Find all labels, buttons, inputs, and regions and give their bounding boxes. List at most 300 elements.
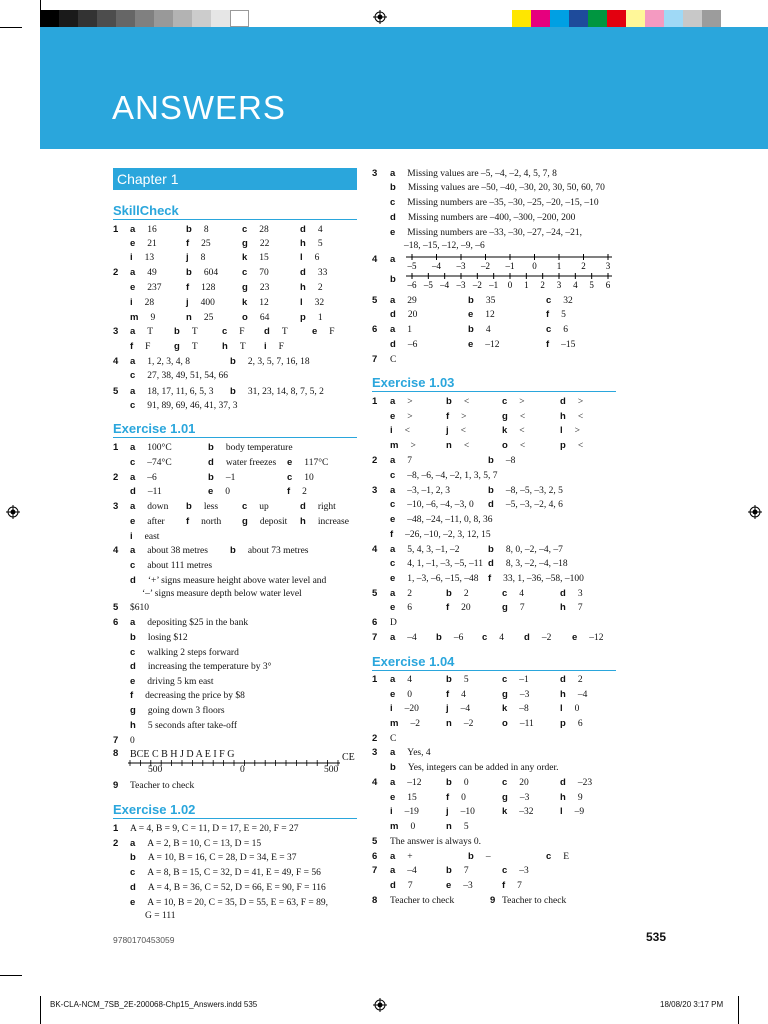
part-label: b — [488, 485, 494, 496]
part-label: e — [312, 326, 318, 337]
answer-item — [390, 674, 412, 686]
answer-value: 1 — [407, 325, 413, 335]
section-heading-exercise-1-01: Exercise 1.01 — [113, 421, 196, 436]
answer-value: 7 — [577, 603, 583, 613]
question-number: 5 — [113, 602, 119, 613]
answer-item — [300, 516, 349, 528]
part-label: a — [130, 617, 136, 628]
number-line-tick-label: –2 — [481, 261, 490, 271]
grey-color-bar — [40, 10, 249, 27]
number-line-tick-label: 5 — [589, 280, 594, 290]
answer-value: < — [463, 441, 470, 451]
part-label: g — [502, 602, 508, 613]
part-label: b — [488, 455, 494, 466]
answer-value: 29 — [407, 296, 417, 306]
answer-item — [186, 224, 209, 236]
answer-item — [208, 472, 235, 484]
answer-value: –3 — [463, 881, 473, 891]
part-label: a — [130, 356, 136, 367]
section-heading-skillcheck: SkillCheck — [113, 203, 179, 218]
part-label: a — [390, 632, 396, 643]
answer-value: 31, 23, 14, 8, 7, 5, 2 — [247, 387, 324, 397]
answer-value: 22 — [259, 239, 270, 249]
answer-value: –3 — [519, 866, 529, 876]
answer-value: Yes, 4 — [407, 748, 431, 758]
answer-item — [546, 324, 568, 336]
answer-value: 4, 1, –1, –3, –5, –11 — [407, 559, 483, 569]
part-label: a — [130, 326, 136, 337]
answer-value: T — [191, 342, 198, 352]
answer-value: 1, 2, 3, 4, 8 — [147, 357, 191, 367]
part-label: b — [436, 632, 442, 643]
answer-value: less — [203, 502, 219, 512]
answer-value: 8 — [200, 253, 206, 263]
answer-item — [502, 777, 529, 789]
part-label: h — [300, 516, 306, 527]
answer-item — [560, 440, 583, 452]
part-label: b — [230, 356, 236, 367]
page-number: 535 — [646, 930, 667, 944]
answer-item — [502, 806, 534, 818]
question-number: 4 — [113, 356, 119, 367]
part-label: g — [174, 341, 180, 352]
answer-value: F — [239, 327, 245, 337]
part-label: d — [130, 882, 136, 893]
answer-item — [446, 411, 467, 423]
answer-value: down — [147, 502, 169, 512]
part-label: e — [390, 689, 396, 700]
part-label: f — [186, 516, 190, 527]
answer-value: 0 — [410, 822, 416, 832]
answer-item — [130, 442, 172, 454]
part-label: f — [446, 792, 450, 803]
answer-value: –3 — [519, 690, 530, 700]
answer-item — [242, 312, 269, 324]
part-label: a — [390, 455, 396, 466]
answer-item — [186, 238, 211, 250]
answer-item — [130, 341, 150, 353]
part-label: j — [186, 297, 189, 308]
answer-value: 2 — [407, 589, 413, 599]
section-rule — [113, 219, 357, 220]
answer-value: + — [407, 852, 413, 862]
part-label: a — [390, 254, 396, 265]
part-label: j — [446, 425, 449, 436]
answer-value: 2 — [577, 675, 583, 685]
number-line-tick-label: –5 — [423, 280, 433, 290]
part-label: c — [130, 647, 136, 658]
part-label: i — [390, 703, 393, 714]
question-number: 2 — [113, 267, 119, 278]
part-label: d — [560, 588, 566, 599]
part-label: f — [390, 529, 394, 540]
part-label: e — [390, 411, 396, 422]
answer-value: 2 — [302, 487, 307, 497]
answer-item — [242, 297, 269, 309]
answer-value: –1 — [519, 675, 529, 685]
section-rule — [372, 670, 616, 671]
answer-item — [560, 425, 580, 437]
answer-item — [468, 309, 495, 321]
answer-item — [488, 573, 584, 585]
question-number: 7 — [113, 735, 119, 746]
section-heading-exercise-1-04: Exercise 1.04 — [372, 654, 455, 669]
part-label: h — [560, 792, 566, 803]
answer-value: 5 — [317, 239, 323, 249]
registration-mark-icon — [373, 10, 387, 24]
answer-value: C — [390, 734, 397, 744]
answer-value: 12 — [259, 298, 269, 308]
part-label: i — [130, 531, 133, 542]
part-label: e — [390, 602, 396, 613]
part-label: a — [130, 442, 136, 453]
answer-item — [390, 865, 417, 877]
answer-item — [390, 588, 412, 600]
part-label: c — [130, 370, 136, 381]
number-line-tick-label: –4 — [432, 261, 441, 271]
part-label: k — [502, 425, 508, 436]
part-label: a — [390, 865, 396, 876]
answer-item — [390, 440, 416, 452]
answer-item — [390, 544, 460, 556]
answer-value: depositing $25 in the bank — [147, 618, 249, 628]
answer-value: > — [519, 397, 525, 407]
answer-value: 23 — [259, 283, 270, 293]
part-label: f — [130, 341, 134, 352]
answer-value: Teacher to check — [390, 896, 455, 906]
answer-value: –8, –6, –4, –2, 1, 3, 5, 7 — [407, 471, 498, 481]
part-label: a — [390, 295, 396, 306]
answer-value: 4 — [519, 589, 525, 599]
answer-item — [502, 411, 525, 423]
answer-item — [145, 910, 176, 922]
part-label: d — [130, 486, 136, 497]
question-number: 6 — [372, 851, 378, 862]
answer-value: –8 — [505, 456, 516, 466]
answer-item — [130, 867, 321, 879]
answer-value: The answer is always 0. — [390, 837, 482, 847]
part-label: l — [300, 297, 303, 308]
part-label: c — [242, 224, 248, 235]
number-line-tick-label: 0 — [507, 280, 513, 290]
part-label: i — [130, 297, 133, 308]
answer-value: 7 — [463, 866, 469, 876]
answer-value: < — [463, 397, 470, 407]
answer-value: 28 — [144, 298, 155, 308]
answer-value: 4 — [317, 225, 323, 235]
answer-value: 4 — [499, 633, 505, 643]
part-label: m — [390, 718, 399, 729]
trim-mark — [40, 0, 41, 18]
answer-value: > — [407, 397, 413, 407]
part-label: j — [446, 806, 449, 817]
part-label: o — [242, 312, 248, 323]
answer-item — [130, 545, 208, 557]
answer-item — [186, 516, 221, 528]
answer-value: 64 — [259, 313, 270, 323]
answer-value: 117°C — [304, 458, 329, 468]
question-number: 4 — [372, 777, 378, 788]
answer-item — [130, 326, 153, 338]
answer-value: ‘–’ signs measure depth below water level — [142, 589, 302, 599]
part-label: a — [390, 544, 396, 555]
answer-item — [446, 440, 469, 452]
part-label: h — [300, 238, 306, 249]
answer-item — [560, 703, 579, 715]
number-line-tick-label: –1 — [489, 280, 499, 290]
answer-value: –19 — [404, 807, 419, 817]
answer-item — [208, 457, 276, 469]
section-rule — [113, 437, 357, 438]
answer-value: 13 — [144, 253, 155, 263]
answer-value: –11 — [519, 719, 534, 729]
number-line-end-label: CE — [342, 752, 355, 763]
answer-item — [546, 309, 566, 321]
answer-value: water freezes — [225, 458, 277, 468]
number-line-tick-label: –3 — [456, 280, 466, 290]
answer-item — [488, 499, 563, 511]
answer-item — [300, 267, 327, 279]
part-label: b — [446, 588, 452, 599]
part-label: e — [390, 792, 396, 803]
answer-item — [390, 485, 450, 497]
answer-item — [222, 326, 245, 338]
answer-item — [300, 501, 336, 513]
part-label: k — [502, 703, 508, 714]
answer-value: 27, 38, 49, 51, 54, 66 — [147, 371, 229, 381]
answer-item — [390, 602, 412, 614]
answer-value: Yes, integers can be added in any order. — [407, 763, 559, 773]
trim-mark — [40, 996, 41, 1024]
answer-value: 2 — [463, 589, 469, 599]
answer-value: 25 — [201, 239, 211, 249]
answer-item — [222, 341, 246, 353]
answer-item — [560, 806, 584, 818]
number-line-letters: BCE C B H J D A E I F G — [130, 749, 235, 760]
answer-item — [130, 602, 149, 614]
question-number: 7 — [372, 354, 378, 365]
answer-item — [468, 295, 495, 307]
answer-item — [130, 516, 165, 528]
question-number: 8 — [372, 895, 378, 906]
answer-value: 28 — [259, 225, 269, 235]
answer-value: decreasing the price by $8 — [145, 691, 245, 701]
part-label: d — [488, 558, 494, 569]
number-line-q4 — [402, 254, 616, 290]
question-number: 1 — [113, 442, 119, 453]
answer-item — [130, 632, 188, 644]
answer-value: > — [407, 412, 413, 422]
answer-item — [446, 718, 473, 730]
answer-item — [436, 632, 463, 644]
part-label: f — [502, 880, 506, 891]
answer-value: 0 — [463, 778, 469, 788]
answer-item — [572, 632, 604, 644]
part-label: e — [130, 897, 136, 908]
part-label: g — [502, 689, 508, 700]
answer-item — [142, 588, 302, 600]
part-label: d — [264, 326, 270, 337]
answer-item — [242, 238, 269, 250]
number-line-tick-label: –5 — [407, 261, 417, 271]
part-label: a — [130, 501, 136, 512]
answer-value: 7 — [519, 603, 525, 613]
answer-value: –12 — [589, 633, 604, 643]
answer-item — [390, 339, 417, 351]
question-number: 6 — [372, 617, 378, 628]
part-label: m — [130, 312, 139, 323]
answer-item — [390, 455, 412, 467]
part-label: a — [130, 267, 136, 278]
part-label: j — [446, 703, 449, 714]
part-label: a — [390, 396, 396, 407]
answer-value: –2 — [541, 633, 552, 643]
answer-value: 6 — [407, 603, 413, 613]
part-label: c — [390, 197, 396, 208]
answer-item — [300, 224, 323, 236]
answer-value: 5 — [561, 310, 566, 320]
answer-item — [230, 386, 324, 398]
question-number: 5 — [113, 386, 119, 397]
question-number: 5 — [372, 836, 378, 847]
answer-item — [502, 689, 529, 701]
answer-value: A = 10, B = 16, C = 28, D = 34, E = 37 — [147, 853, 297, 863]
number-line-tick-label: 500 — [148, 765, 163, 775]
answer-item — [560, 602, 583, 614]
answer-item — [502, 440, 525, 452]
answer-item — [560, 718, 583, 730]
part-label: i — [130, 252, 133, 263]
answer-value: 237 — [147, 283, 162, 293]
answer-item — [130, 531, 159, 543]
part-label: h — [560, 689, 566, 700]
part-label: c — [502, 588, 508, 599]
section-heading-exercise-1-03: Exercise 1.03 — [372, 375, 455, 390]
answer-item — [130, 882, 326, 894]
answer-item — [390, 295, 417, 307]
question-number: 2 — [113, 472, 119, 483]
part-label: c — [502, 865, 508, 876]
part-label: l — [560, 703, 563, 714]
answer-item — [560, 396, 583, 408]
part-label: f — [446, 411, 450, 422]
part-label: e — [390, 227, 396, 238]
part-label: k — [242, 252, 248, 263]
answer-item — [488, 455, 515, 467]
part-label: b — [468, 295, 474, 306]
answer-item — [264, 341, 284, 353]
answer-value: north — [201, 517, 222, 527]
answer-value: 4 — [485, 325, 491, 335]
part-label: a — [130, 472, 136, 483]
answer-item — [482, 632, 504, 644]
part-label: f — [446, 689, 450, 700]
question-number: 5 — [372, 295, 378, 306]
answer-value: > — [577, 397, 584, 407]
answer-value: T — [147, 327, 154, 337]
part-label: i — [264, 341, 267, 352]
answer-value: – — [485, 852, 491, 862]
answer-value: 400 — [200, 298, 215, 308]
part-label: a — [390, 747, 396, 758]
answer-item — [446, 425, 466, 437]
answer-item — [502, 895, 566, 907]
question-number: 3 — [372, 485, 378, 496]
section-rule — [113, 818, 357, 819]
answer-value: –48, –24, –11, 0, 8, 36 — [407, 515, 493, 525]
answer-item — [130, 735, 135, 747]
answer-value: walking 2 steps forward — [147, 648, 239, 658]
answer-value: –3 — [519, 793, 530, 803]
part-label: h — [560, 602, 566, 613]
part-label: e — [130, 676, 136, 687]
answer-value: about 38 metres — [147, 546, 208, 556]
question-number: 4 — [372, 544, 378, 555]
answer-item — [300, 252, 319, 264]
part-label: e — [208, 486, 214, 497]
answer-value: 100°C — [147, 443, 172, 453]
answer-value: A = 8, B = 15, C = 32, D = 41, E = 49, F = 56 — [147, 868, 321, 878]
answer-item — [502, 674, 529, 686]
answer-value: Missing numbers are –35, –30, –25, –20, –15, –10 — [407, 198, 599, 208]
answer-value: > — [410, 441, 416, 451]
answer-item — [130, 486, 162, 498]
answer-item — [242, 516, 287, 528]
answer-value: increasing the temperature by 3° — [147, 662, 272, 672]
answer-item — [390, 227, 582, 239]
answer-item — [546, 851, 569, 863]
answer-item — [390, 309, 417, 321]
page-title: ANSWERS — [112, 89, 286, 126]
answer-value: 49 — [147, 268, 157, 278]
answer-item — [390, 733, 396, 745]
answer-item — [390, 880, 413, 892]
answer-value: 0 — [461, 793, 466, 803]
answer-value: 4 — [461, 690, 466, 700]
answer-item — [130, 661, 271, 673]
question-number: 3 — [113, 326, 119, 337]
part-label: a — [390, 168, 396, 179]
answer-value: 91, 89, 69, 46, 41, 37, 3 — [147, 401, 238, 411]
answer-value: 32 — [563, 296, 573, 306]
number-line-tick-label: –1 — [505, 261, 515, 271]
answer-item — [502, 703, 529, 715]
chapter-heading: Chapter 1 — [113, 168, 357, 190]
answer-value: –74°C — [147, 458, 172, 468]
answer-value: right — [317, 502, 336, 512]
part-label: b — [130, 852, 136, 863]
answer-value: –4 — [407, 866, 417, 876]
registration-mark-icon — [373, 998, 387, 1012]
answer-value: < — [519, 412, 526, 422]
answer-item — [130, 705, 225, 717]
question-number: 4 — [372, 254, 378, 265]
answer-value: G = 111 — [145, 911, 176, 921]
answer-item — [390, 632, 417, 644]
answer-item — [390, 182, 605, 194]
answer-item — [130, 897, 328, 909]
answer-item — [390, 411, 413, 423]
answer-value: F — [145, 342, 151, 352]
number-line-tick-label: 500 — [324, 765, 339, 775]
answer-value: < — [519, 441, 526, 451]
part-label: j — [186, 252, 189, 263]
answer-item — [287, 457, 328, 469]
answer-value: A = 10, B = 20, C = 35, D = 55, E = 63, F = 89, — [147, 898, 329, 908]
part-label: g — [502, 411, 508, 422]
question-number: 3 — [113, 501, 119, 512]
part-label: c — [130, 400, 136, 411]
